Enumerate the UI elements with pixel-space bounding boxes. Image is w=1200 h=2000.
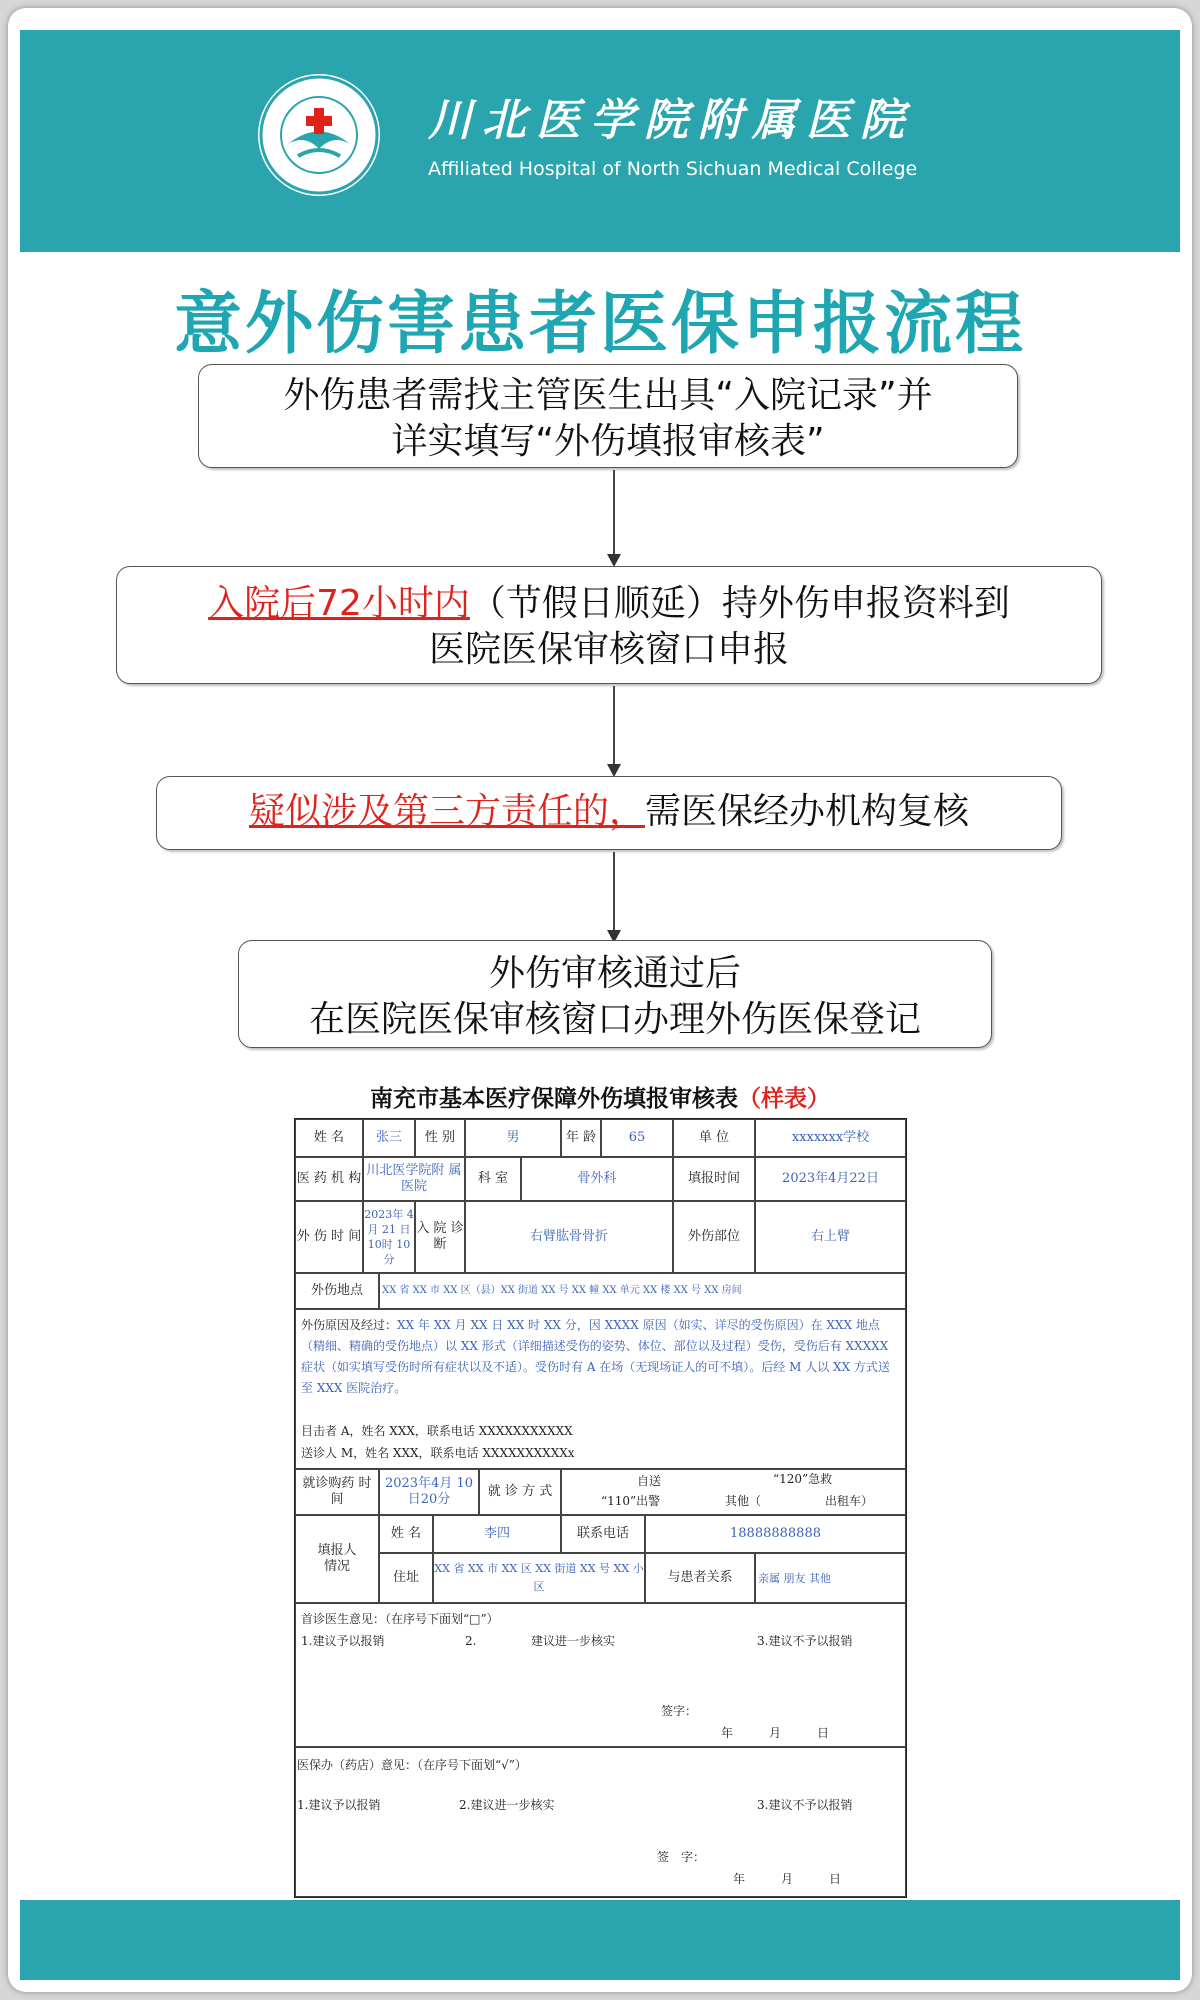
cell-relation-value: 亲属 朋友 其他 [755,1553,906,1603]
step-2-highlight: 入院后72小时内 [208,583,470,624]
flow-step-3 [156,776,1062,850]
flow-step-4 [238,940,992,1048]
doctor-sign-label: 签字： [661,1704,698,1718]
step-2-line-2: 医院医保审核窗口申报 [428,629,789,670]
audit-form-table [294,1118,907,1898]
step-1-line-2: 详实填写“外伤填报审核表” [391,421,825,462]
cell-age-label: 年 龄 [561,1119,601,1157]
mode-option-taxi: 出租车） [825,1494,874,1508]
form-title-sample: （样表） [738,1085,830,1112]
cell-injury-place-value: XX 省 XX 市 XX 区（县）XX 街道 XX 号 XX 幢 XX 单元 XX 楼 XX 号 XX 房间 [379,1273,906,1309]
mode-option-other: 其他（ [725,1494,762,1508]
doctor-option-1: 1.建议予以报销 [301,1634,385,1648]
step-3-rest: 需医保经办机构复核 [645,791,970,832]
injury-cause-body: XX 年 XX 月 XX 日 XX 时 XX 分，因 XXXX 原因（如实、详尽的受伤原因）在 XXX 地点（精细、精确的受伤地点）以 XX 形式（详细描述受伤的姿势、体位、部位以及过程）受伤，受伤后有 XXXXX 症状（如实填写受伤时所有症状以及不适）。受伤时有 A 在场（无现场证人的可不填）。后经 M 人以 XX 方式送至 XXX 医院治疗。 [301,1318,890,1395]
cell-reporter-address-label: 住址 [379,1553,433,1603]
cell-dept-label: 科 室 [465,1157,521,1201]
cell-reporter-label: 填报人 情况 [295,1515,379,1603]
cell-name-label: 姓 名 [295,1119,363,1157]
flow-step-2 [116,566,1102,684]
step-2-line-1 [117,581,1101,627]
witness-line: 目击者 A，姓名 XXX，联系电话 XXXXXXXXXXX [301,1424,573,1438]
cell-sex-value: 男 [465,1119,561,1157]
doctor-option-2-text: 建议进一步核实 [531,1634,616,1648]
cell-diagnosis-value: 右臂肱骨骨折 [465,1201,673,1273]
form-title-text: 南充市基本医疗保障外伤填报审核表 [370,1085,738,1112]
cell-injury-time-label: 外 伤 时 间 [295,1201,363,1273]
page-title: 意外伤害患者医保申报流程 [173,285,1026,364]
cell-visit-time-label: 就诊购药 时 间 [295,1469,379,1515]
step-1-line-1: 外伤患者需找主管医生出具“入院记录”并 [283,375,933,416]
cell-unit-label: 单 位 [673,1119,755,1157]
insurance-sign-label: 签 字： [657,1850,706,1864]
mode-option-110: “110”出警 [601,1494,661,1508]
flow-arrow-3 [613,852,615,932]
cell-injury-part-value: 右上臂 [755,1201,906,1273]
insurance-opinion-label: 医保办（药店）意见：（在序号下面划“√”） [297,1758,527,1772]
cell-dept-value: 骨外科 [521,1157,673,1201]
cell-sex-label: 性 别 [415,1119,465,1157]
cell-reporter-phone-label: 联系电话 [561,1515,645,1553]
cell-institution-label: 医 药 机 构 [295,1157,363,1201]
cell-report-date-label: 填报时间 [673,1157,755,1201]
insurance-option-3: 3.建议不予以报销 [757,1798,853,1812]
insurance-option-2: 2.建议进一步核实 [459,1798,555,1812]
cell-visit-time-value: 2023年4月 10日20分 [379,1469,479,1515]
cell-injury-place-label: 外伤地点 [295,1273,379,1309]
cell-institution-value: 川北医学院附 属医院 [363,1157,465,1201]
cell-relation-label: 与患者关系 [645,1553,755,1603]
cell-diagnosis-label: 入 院 诊 断 [415,1201,465,1273]
form-title [8,1080,1192,1113]
hospital-logo [258,74,380,196]
flow-step-1 [198,364,1018,468]
escort-line: 送诊人 M，姓名 XXX，联系电话 XXXXXXXXXXx [301,1446,575,1460]
flow-arrow-1 [613,470,615,556]
cell-age-value: 65 [601,1119,673,1157]
cell-injury-part-label: 外伤部位 [673,1201,755,1273]
doctor-opinion-label: 首诊医生意见：（在序号下面划“□”） [301,1612,499,1626]
cell-reporter-address-value: XX 省 XX 市 XX 区 XX 街道 XX 号 XX 小区 [433,1553,645,1603]
doctor-sign-date: 年 月 日 [721,1726,830,1740]
cell-injury-time-value: 2023年 4月 21 日 10时 10分 [363,1201,415,1273]
doctor-option-3: 3.建议不予以报销 [757,1634,853,1648]
mode-option-self: 自送 [637,1474,662,1488]
insurance-sign-date: 年 月 日 [733,1872,842,1886]
step-2-line-1-rest: （节假日顺延）持外伤申报资料到 [469,583,1010,624]
flow-arrow-2 [613,686,615,766]
poster-panel [8,8,1192,1992]
cell-name-value: 张三 [363,1119,415,1157]
insurance-option-1: 1.建议予以报销 [297,1798,381,1812]
injury-cause-label: 外伤原因及经过： [301,1318,398,1332]
step-4-line-2: 在医院医保审核窗口办理外伤医保登记 [308,999,921,1040]
injury-cause-text [301,1315,899,1399]
cell-report-date-value: 2023年4月22日 [755,1157,906,1201]
doctor-option-2: 2. [465,1634,477,1648]
cell-visit-mode-label: 就 诊 方 式 [479,1469,561,1515]
footer-band [20,1900,1180,1980]
hospital-name-en: Affiliated Hospital of North Sichuan Medical College [428,158,918,180]
step-4-line-1: 外伤审核通过后 [488,953,741,994]
cell-reporter-name-label: 姓 名 [379,1515,433,1553]
cell-reporter-name-value: 李四 [433,1515,561,1553]
step-3-highlight: 疑似涉及第三方责任的， [248,791,645,832]
cell-unit-value: xxxxxxx学校 [755,1119,906,1157]
hospital-name-cn: 川北医学院附属医院 [428,95,914,146]
cell-reporter-phone-value: 18888888888 [645,1515,906,1553]
mode-option-120: “120”急救 [773,1472,833,1486]
